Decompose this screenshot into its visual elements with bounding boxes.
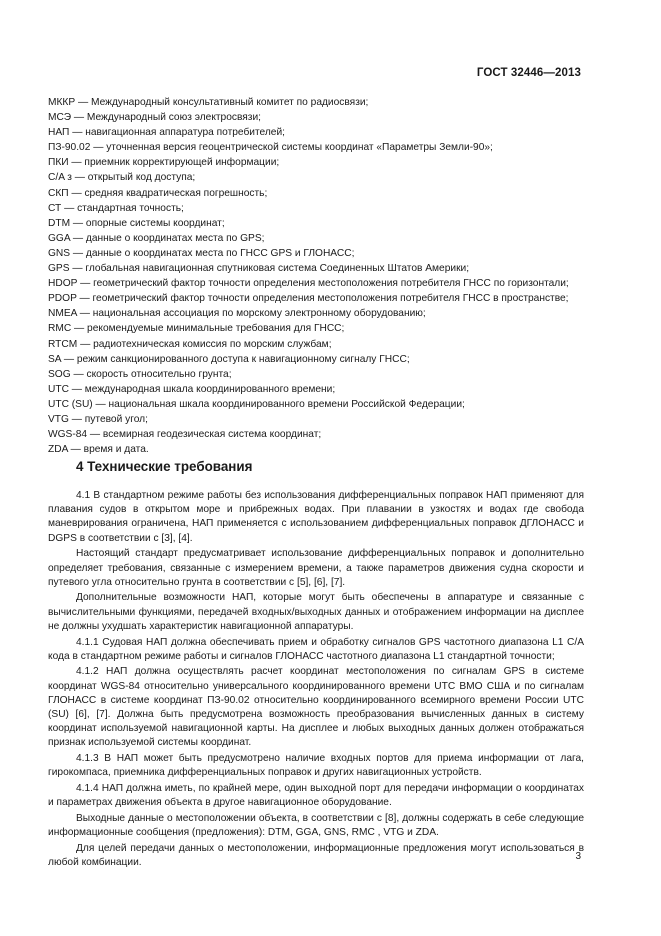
abbreviation-item: NMEA — национальная ассоциация по морскому электронному оборудованию; bbox=[48, 308, 426, 320]
paragraph: Выходные данные о местоположении объекта, в соответствии с [8], должны содержать в себе следующие информационные сообщения (предложения): DTM, GGA, GNS, RMC , VTG и ZDA. bbox=[48, 812, 584, 839]
abbreviation-item: UTC (SU) — национальная шкала координированного времени Российской Федерации; bbox=[48, 398, 465, 410]
abbreviation-item: СТ — стандартная точность; bbox=[48, 202, 184, 214]
abbreviation-item: ZDA — время и дата. bbox=[48, 444, 149, 456]
abbreviation-item: ПЗ-90.02 — уточненная версия геоцентрической системы координат «Параметры Земли-90»; bbox=[48, 142, 493, 154]
section-title: 4 Технические требования bbox=[76, 459, 253, 474]
abbreviation-item: DTM — опорные системы координат; bbox=[48, 217, 225, 229]
abbreviation-item: HDOP — геометрический фактор точности определения местоположения потребителя ГНСС по горизонтали; bbox=[48, 278, 569, 290]
page-number: 3 bbox=[575, 851, 581, 862]
abbreviation-item: SA — режим санкционированного доступа к навигационному сигналу ГНСС; bbox=[48, 353, 410, 365]
abbreviation-item: GGA — данные о координатах места по GPS; bbox=[48, 232, 265, 244]
abbreviation-item: ПКИ — приемник корректирующей информации; bbox=[48, 157, 280, 169]
paragraph: 4.1.3 В НАП может быть предусмотрено наличие входных портов для приема информации от лага, гирокомпаса, приемника дифференциальных поправок и других навигационных устройств. bbox=[48, 753, 584, 779]
abbreviation-item: МСЭ — Международный союз электросвязи; bbox=[48, 112, 261, 124]
section-body bbox=[48, 489, 584, 872]
paragraph: Дополнительные возможности НАП, которые могут быть обеспечены в аппаратуре и связанные с вычислительными функциями, передачей входных/выходных данных и отображением информации на дисплее не должны ухудшать характеристик навигационной аппаратуры. bbox=[48, 592, 584, 632]
abbreviation-item: НАП — навигационная аппаратура потребителей; bbox=[48, 127, 285, 139]
abbreviation-item: UTC — международная шкала координированного времени; bbox=[48, 383, 336, 395]
abbreviation-item: GNS — данные о координатах места по ГНСС GPS и ГЛОНАСС; bbox=[48, 247, 355, 259]
abbreviation-item: GPS — глобальная навигационная спутниковая система Соединенных Штатов Америки; bbox=[48, 263, 470, 275]
paragraph: Для целей передачи данных о местоположении, информационные предложения могут использоваться в любой комбинации. bbox=[48, 842, 584, 869]
paragraph: 4.1.1 Судовая НАП должна обеспечивать прием и обработку сигналов GPS частотного диапазона L1 C/A кода в стандартном режиме работы и сигналов ГЛОНАСС частотного диапазона L1 стандартной точности; bbox=[48, 636, 584, 662]
paragraph: 4.1 В стандартном режиме работы без использования дифференциальных поправок НАП применяют для плавания судов в открытом море и прибрежных водах. При плавании в узкостях и водах где свобода маневрирования ограничена, НАП применяется с использованием дифференциальных поправок ДГЛОНАСС и DGPS в соответствии с [3], [4]. bbox=[48, 490, 584, 544]
abbreviation-item: VTG — путевой угол; bbox=[48, 413, 148, 425]
abbreviation-item: SOG — скорость относительно грунта; bbox=[48, 368, 232, 380]
abbreviation-item: WGS-84 — всемирная геодезическая система координат; bbox=[48, 429, 322, 441]
abbreviation-item: PDOP — геометрический фактор точности определения местоположения потребителя ГНСС в пространстве; bbox=[48, 293, 569, 305]
document-code-header: ГОСТ 32446—2013 bbox=[476, 67, 581, 79]
paragraph: 4.1.2 НАП должна осуществлять расчет координат местоположения по сигналам GPS в системе координат WGS-84 относительно универсального координированного времени UTC ВМО США и по сигналам ГЛОНАСС в системе координат ПЗ-90.02 относительно координированного всемирного времени России UTC (SU) [6], [7]. Должна быть предусмотрена возможность преобразования вычисленных данных в систему координат используемой навигационной карты. На дисплее и любых выходных данных должен отображаться признак используемой системы координат. bbox=[48, 666, 584, 749]
abbreviation-item: МККР — Международный консультативный комитет по радиосвязи; bbox=[48, 97, 369, 108]
paragraph: 4.1.4 НАП должна иметь, по крайней мере, один выходной порт для передачи информации о координатах и параметрах движения объекта в другое навигационное оборудование. bbox=[48, 783, 584, 809]
abbreviations-list bbox=[48, 95, 588, 457]
paragraph: Настоящий стандарт предусматривает использование дифференциальных поправок и дополнительно определяет требования, связанные с измерением времени, а также параметров движения судна скорости и путевого угла относительно грунта в соответствии с [5], [6], [7]. bbox=[48, 548, 584, 588]
abbreviation-item: C/A з — открытый код доступа; bbox=[48, 172, 196, 184]
abbreviation-item: RTCM — радиотехническая комиссия по морским службам; bbox=[48, 338, 332, 350]
abbreviation-item: СКП — средняя квадратическая погрешность; bbox=[48, 187, 268, 199]
abbreviation-item: RMC — рекомендуемые минимальные требования для ГНСС; bbox=[48, 323, 345, 335]
